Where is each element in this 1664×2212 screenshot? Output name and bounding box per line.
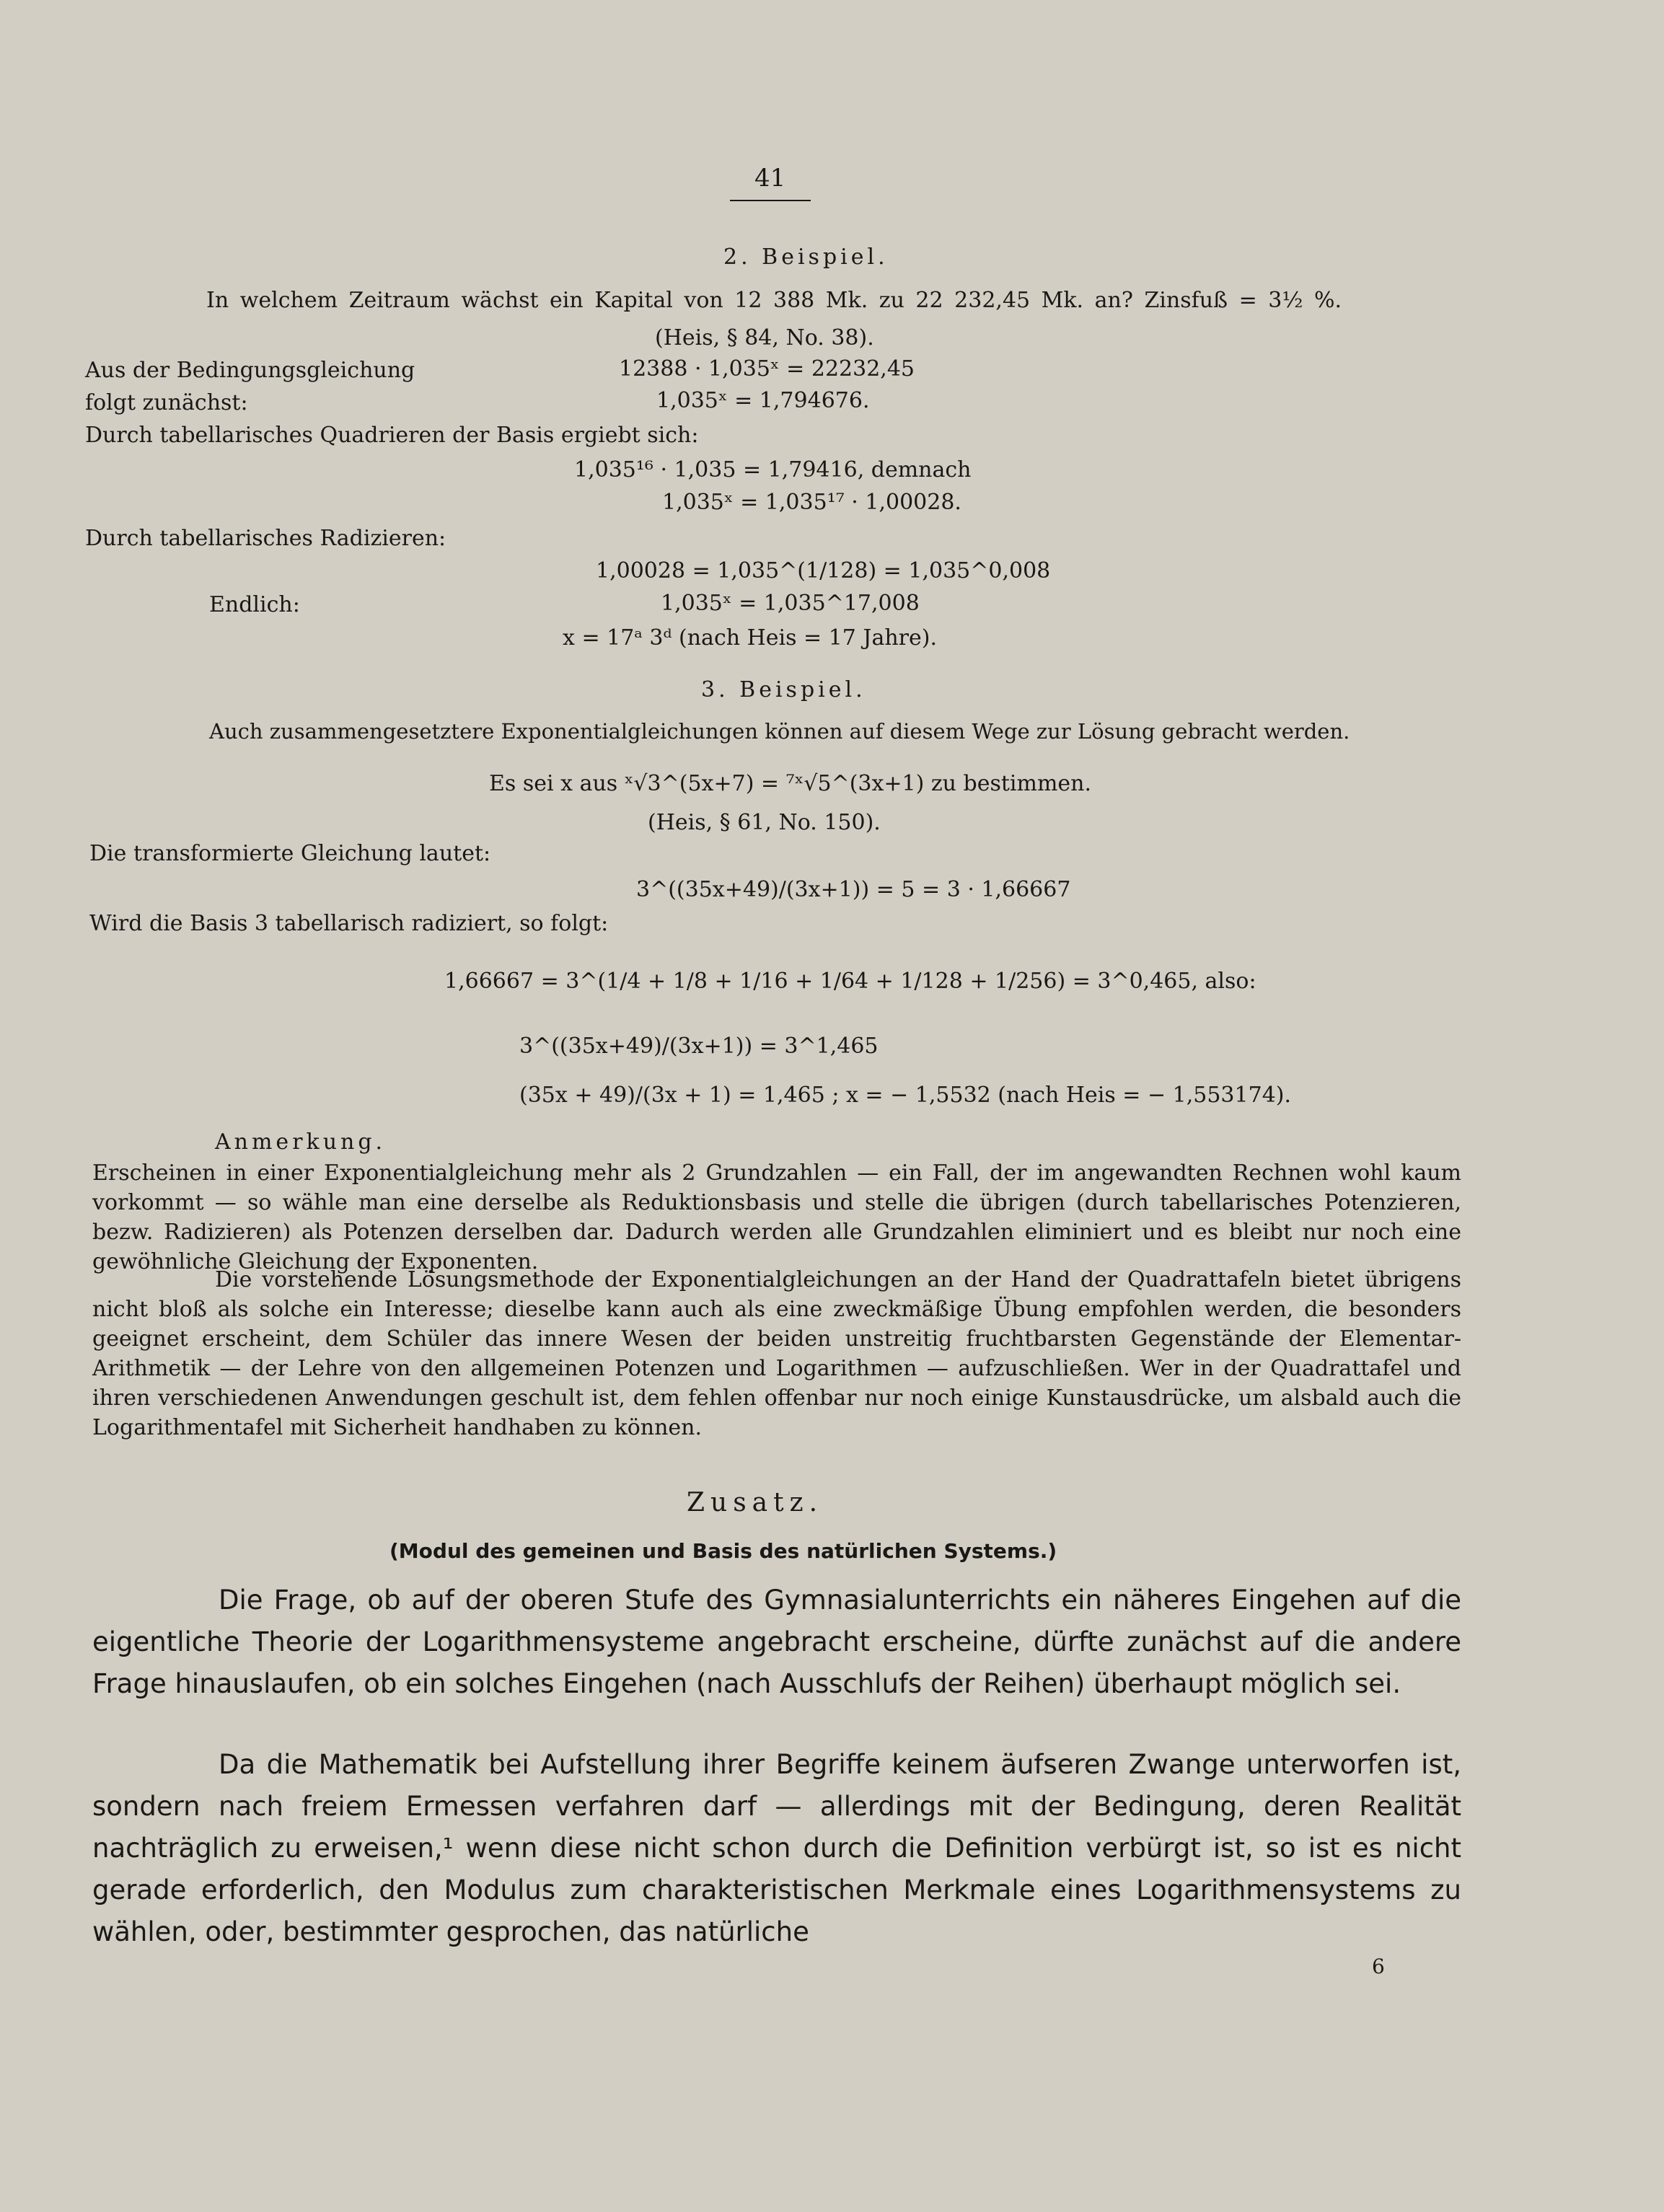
example2-heading: 2. Beispiel. [723,244,889,270]
example3-basis-label: Wird die Basis 3 tabellarisch radiziert, so folgt: [89,911,609,936]
example2-result: x = 17ᵃ 3ᵈ (nach Heis = 17 Jahre). [563,625,937,651]
sheet-signature: 6 [1372,1955,1385,1978]
remark-label: Anmerkung. [215,1129,387,1155]
example2-condition-label: Aus der Bedingungsgleichung [85,358,415,383]
example3-transformed-label: Die transformierte Gleichung lautet: [89,841,491,866]
example2-radicize-label: Durch tabellarisches Radizieren: [85,526,446,551]
example2-first-eq: 1,035ˣ = 1,794676. [656,388,870,413]
remark-paragraph-2: Die vorstehende Lösungsmethode der Exponentialgleichungen an der Hand der Quadrattafeln bietet übrigens nicht bloß als solche ein Interesse; dieselbe kann auch als eine zweckmäßige Übung empfohlen werden, die besonders geeignet erscheint, dem Schüler das innere Wesen der beiden unstreitig fruchtbarsten Gegenstände der Elementar-Arithmetik — der Lehre von den allgemeinen Potenzen und Logarithmen — aufzuschließen. Wer in der Quadrattafel und ihren verschiedenen Anwendungen geschult ist, dem fehlen offenbar nur noch einige Kunstausdrücke, um alsbald auch die Logarithmentafel mit Sicherheit handhaben zu können. [92,1267,1461,1440]
example3-transformed-eq: 3^((35x+49)/(3x+1)) = 5 = 3 · 1,66667 [636,877,1071,902]
page-number-rule [730,200,811,201]
example2-condition-eq: 12388 · 1,035ˣ = 22232,45 [619,356,915,382]
example2-squaring-eq2: 1,035ˣ = 1,035¹⁷ · 1,00028. [662,490,961,515]
example3-final-eq: (35x + 49)/(3x + 1) = 1,465 ; x = − 1,5532 (nach Heis = − 1,553174). [519,1083,1292,1108]
addendum-paragraph-2: Da die Mathematik bei Aufstellung ihrer Begriffe keinem äufseren Zwange unterworfen ist, sondern nach freiem Ermessen verfahren darf — allerdings mit der Bedingung, deren Realität nachträglich zu erweisen,¹ wenn diese nicht schon durch die Definition verbürgt ist, so ist es nicht gerade erforderlich, den Modulus zum charakteristischen Merkmale eines Logarithmensystems zu wählen, oder, bestimmter gesprochen, das natürliche [92,1749,1461,1947]
example2-first-label: folgt zunächst: [85,390,248,415]
example3-task: Es sei x aus ˣ√3^(5x+7) = ⁷ˣ√5^(3x+1) zu bestimmen. [489,771,1092,796]
example2-question: In welchem Zeitraum wächst ein Kapital von 12 388 Mk. zu 22 232,45 Mk. an? Zinsfuß = 3½ %. [206,288,1342,313]
example2-source: (Heis, § 84, No. 38). [655,325,874,351]
addendum-heading: Zusatz. [687,1488,824,1517]
example3-power-eq: 3^((35x+49)/(3x+1)) = 3^1,465 [519,1034,879,1059]
addendum-paragraph-1: Die Frage, ob auf der oberen Stufe des Gymnasialunterrichts ein näheres Eingehen auf die eigentliche Theorie der Logarithmensysteme angebracht erscheine, dürfte zunächst auf die andere Frage hinauslaufen, ob ein solches Eingehen (nach Ausschlufs der Reihen) überhaupt möglich sei. [92,1585,1461,1699]
remark-paragraph-1: Erscheinen in einer Exponentialgleichung mehr als 2 Grundzahlen — ein Fall, der im angewandten Rechnen wohl kaum vorkommt — so wähle man eine derselbe als Reduktionsbasis und stelle die übrigen (durch tabellarisches Potenzieren, bezw. Radizieren) als Potenzen derselben dar. Dadurch werden alle Grundzahlen eliminiert und es bleibt nur noch eine gewöhnliche Gleichung der Exponenten. [92,1160,1461,1274]
example2-squaring-label: Durch tabellarisches Quadrieren der Basis ergiebt sich: [85,423,699,448]
example3-heading: 3. Beispiel. [701,677,866,702]
page-number: 41 [754,164,786,193]
example2-squaring-eq1: 1,035¹⁶ · 1,035 = 1,79416, demnach [574,457,972,483]
example2-radicize-eq: 1,00028 = 1,035^(1/128) = 1,035^0,008 [596,558,1051,583]
example3-series-eq: 1,66667 = 3^(1/4 + 1/8 + 1/16 + 1/64 + 1/128 + 1/256) = 3^0,465, also: [444,969,1256,994]
example3-intro: Auch zusammengesetztere Exponentialgleichungen können auf diesem Wege zur Lösung gebracht werden. [209,719,1350,744]
example2-finally-label: Endlich: [209,592,300,617]
example3-source: (Heis, § 61, No. 150). [648,810,881,835]
addendum-subheading: (Modul des gemeinen und Basis des natürlichen Systems.) [389,1539,1057,1563]
example2-finally-eq: 1,035ˣ = 1,035^17,008 [661,591,920,616]
